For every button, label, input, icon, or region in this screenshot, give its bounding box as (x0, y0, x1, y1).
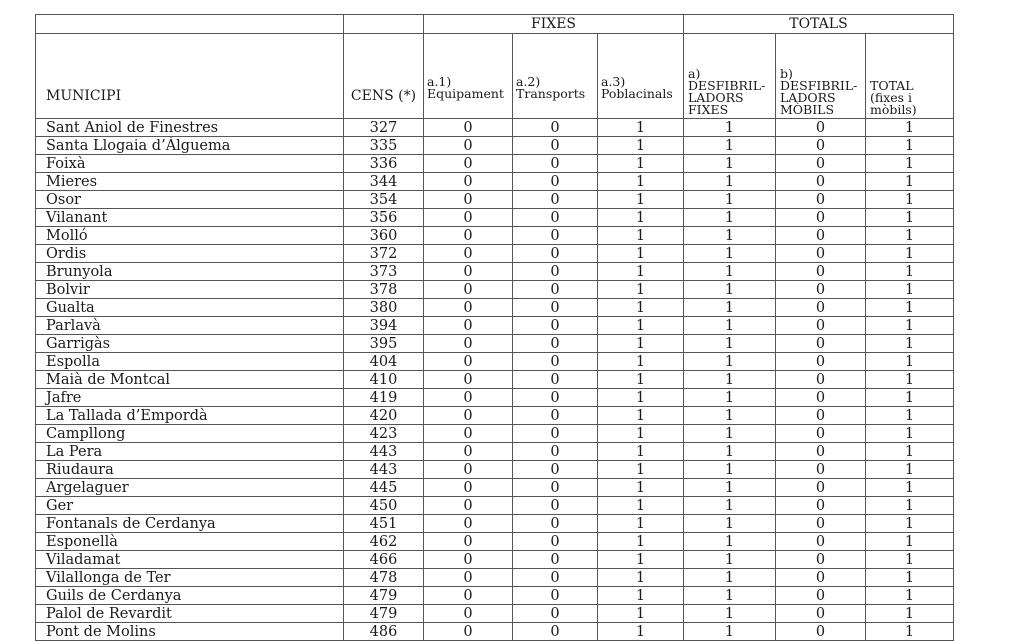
cens-cell: 443 (344, 461, 424, 479)
column-header-poblacinals (598, 34, 684, 119)
desfib-fixes-cell: 1 (684, 317, 776, 335)
total-cell: 1 (866, 299, 954, 317)
equipament-cell: 0 (424, 479, 513, 497)
municipi-cell: La Pera (36, 443, 344, 461)
desfib-fixes-cell: 1 (684, 479, 776, 497)
cens-cell: 380 (344, 299, 424, 317)
desfib-mobils-cell: 0 (776, 263, 866, 281)
poblacinals-cell: 1 (598, 389, 684, 407)
transports-cell: 0 (513, 551, 598, 569)
municipi-cell: Campllong (36, 425, 344, 443)
transports-cell: 0 (513, 281, 598, 299)
poblacinals-cell: 1 (598, 173, 684, 191)
total-cell: 1 (866, 389, 954, 407)
transports-cell: 0 (513, 497, 598, 515)
cens-cell: 410 (344, 371, 424, 389)
transports-cell: 0 (513, 479, 598, 497)
desfib-mobils-cell: 0 (776, 227, 866, 245)
total-cell: 1 (866, 173, 954, 191)
municipi-cell: Vilanant (36, 209, 344, 227)
total-cell: 1 (866, 461, 954, 479)
column-header-desfib-mobils-line3: MÒBILS (780, 102, 835, 117)
cens-cell: 479 (344, 605, 424, 623)
column-header-desfib-fixes-code: a) (688, 66, 701, 81)
poblacinals-cell: 1 (598, 155, 684, 173)
column-header-desfib-mobils-line2: LADORS (780, 90, 836, 105)
poblacinals-cell: 1 (598, 353, 684, 371)
table-row (36, 209, 954, 227)
desfib-mobils-cell: 0 (776, 317, 866, 335)
desfib-fixes-cell: 1 (684, 371, 776, 389)
desfib-mobils-cell: 0 (776, 137, 866, 155)
desfib-fixes-cell: 1 (684, 209, 776, 227)
table-row (36, 551, 954, 569)
municipi-cell: Molló (36, 227, 344, 245)
desfib-mobils-cell: 0 (776, 371, 866, 389)
desfib-fixes-cell: 1 (684, 173, 776, 191)
poblacinals-cell: 1 (598, 497, 684, 515)
municipi-cell: Foixà (36, 155, 344, 173)
equipament-cell: 0 (424, 353, 513, 371)
transports-cell: 0 (513, 227, 598, 245)
group-header-fixes: FIXES (424, 15, 684, 34)
cens-cell: 486 (344, 623, 424, 641)
column-header-desfib-mobils-code: b) (780, 66, 793, 81)
equipament-cell: 0 (424, 515, 513, 533)
poblacinals-cell: 1 (598, 515, 684, 533)
column-header-desfib-fixes-line2: LADORS (688, 90, 744, 105)
table-row (36, 263, 954, 281)
desfib-fixes-cell: 1 (684, 587, 776, 605)
table-row (36, 623, 954, 641)
desfib-fixes-cell: 1 (684, 443, 776, 461)
desfib-mobils-cell: 0 (776, 587, 866, 605)
transports-cell: 0 (513, 299, 598, 317)
column-header-desfib-fixes-line3: FIXES (688, 102, 729, 117)
municipi-cell: Fontanals de Cerdanya (36, 515, 344, 533)
transports-cell: 0 (513, 263, 598, 281)
total-cell: 1 (866, 605, 954, 623)
poblacinals-cell: 1 (598, 605, 684, 623)
municipi-cell: Argelaguer (36, 479, 344, 497)
equipament-cell: 0 (424, 461, 513, 479)
equipament-cell: 0 (424, 191, 513, 209)
transports-cell: 0 (513, 353, 598, 371)
poblacinals-cell: 1 (598, 371, 684, 389)
total-cell: 1 (866, 353, 954, 371)
total-cell: 1 (866, 551, 954, 569)
desfib-fixes-cell: 1 (684, 623, 776, 641)
equipament-cell: 0 (424, 317, 513, 335)
total-cell: 1 (866, 281, 954, 299)
municipi-cell: Guils de Cerdanya (36, 587, 344, 605)
table-row (36, 515, 954, 533)
desfib-mobils-cell: 0 (776, 605, 866, 623)
cens-cell: 344 (344, 173, 424, 191)
transports-cell: 0 (513, 155, 598, 173)
poblacinals-cell: 1 (598, 137, 684, 155)
desfib-mobils-cell: 0 (776, 191, 866, 209)
municipi-cell: Riudaura (36, 461, 344, 479)
cens-cell: 462 (344, 533, 424, 551)
cens-cell: 479 (344, 587, 424, 605)
total-cell: 1 (866, 479, 954, 497)
cens-cell: 478 (344, 569, 424, 587)
cens-cell: 372 (344, 245, 424, 263)
desfib-fixes-cell: 1 (684, 425, 776, 443)
municipi-cell: Pont de Molins (36, 623, 344, 641)
municipi-cell: Osor (36, 191, 344, 209)
desfib-mobils-cell: 0 (776, 209, 866, 227)
desfib-fixes-cell: 1 (684, 407, 776, 425)
transports-cell: 0 (513, 209, 598, 227)
table-row (36, 245, 954, 263)
equipament-cell: 0 (424, 281, 513, 299)
equipament-cell: 0 (424, 443, 513, 461)
desfib-fixes-cell: 1 (684, 227, 776, 245)
transports-cell: 0 (513, 317, 598, 335)
municipi-cell: Espolla (36, 353, 344, 371)
desfib-mobils-cell: 0 (776, 299, 866, 317)
table-row (36, 281, 954, 299)
cens-cell: 419 (344, 389, 424, 407)
poblacinals-cell: 1 (598, 533, 684, 551)
municipi-cell: Gualta (36, 299, 344, 317)
table-row (36, 533, 954, 551)
equipament-cell: 0 (424, 263, 513, 281)
table-body (36, 119, 954, 641)
desfib-fixes-cell: 1 (684, 515, 776, 533)
table-row (36, 155, 954, 173)
table-row (36, 371, 954, 389)
municipi-cell: Maià de Montcal (36, 371, 344, 389)
cens-cell: 356 (344, 209, 424, 227)
transports-cell: 0 (513, 461, 598, 479)
poblacinals-cell: 1 (598, 407, 684, 425)
poblacinals-cell: 1 (598, 443, 684, 461)
desfib-mobils-cell: 0 (776, 515, 866, 533)
desfib-fixes-cell: 1 (684, 533, 776, 551)
column-header-cens: CENS (*) (344, 34, 424, 119)
desfib-fixes-cell: 1 (684, 263, 776, 281)
poblacinals-cell: 1 (598, 569, 684, 587)
total-cell: 1 (866, 317, 954, 335)
total-cell: 1 (866, 209, 954, 227)
table-row (36, 443, 954, 461)
desfib-mobils-cell: 0 (776, 497, 866, 515)
desfib-mobils-cell: 0 (776, 479, 866, 497)
transports-cell: 0 (513, 173, 598, 191)
poblacinals-cell: 1 (598, 335, 684, 353)
poblacinals-cell: 1 (598, 245, 684, 263)
poblacinals-cell: 1 (598, 191, 684, 209)
table-row (36, 479, 954, 497)
table-row (36, 173, 954, 191)
equipament-cell: 0 (424, 389, 513, 407)
desfib-fixes-cell: 1 (684, 299, 776, 317)
column-header-total-line1: TOTAL (870, 78, 914, 93)
equipament-cell: 0 (424, 587, 513, 605)
group-header-blank-cens (344, 15, 424, 34)
desfib-fixes-cell: 1 (684, 569, 776, 587)
poblacinals-cell: 1 (598, 587, 684, 605)
cens-cell: 354 (344, 191, 424, 209)
poblacinals-cell: 1 (598, 281, 684, 299)
total-cell: 1 (866, 137, 954, 155)
desfib-mobils-cell: 0 (776, 533, 866, 551)
desfib-mobils-cell: 0 (776, 119, 866, 137)
poblacinals-cell: 1 (598, 551, 684, 569)
table-row (36, 605, 954, 623)
desfib-fixes-cell: 1 (684, 353, 776, 371)
municipi-cell: Santa Llogaia d’Àlguema (36, 137, 344, 155)
cens-cell: 336 (344, 155, 424, 173)
total-cell: 1 (866, 407, 954, 425)
table-row (36, 299, 954, 317)
desfib-mobils-cell: 0 (776, 443, 866, 461)
column-header-total (866, 34, 954, 119)
desfib-fixes-cell: 1 (684, 191, 776, 209)
column-header-row (36, 34, 954, 119)
group-header-totals: TOTALS (684, 15, 954, 34)
equipament-cell: 0 (424, 605, 513, 623)
table-row (36, 461, 954, 479)
table-row (36, 335, 954, 353)
table-row (36, 389, 954, 407)
municipal-defibrillator-table-page (35, 14, 954, 641)
transports-cell: 0 (513, 137, 598, 155)
total-cell: 1 (866, 119, 954, 137)
transports-cell: 0 (513, 443, 598, 461)
desfib-fixes-cell: 1 (684, 137, 776, 155)
transports-cell: 0 (513, 389, 598, 407)
cens-cell: 360 (344, 227, 424, 245)
table-row (36, 119, 954, 137)
municipi-cell: Ger (36, 497, 344, 515)
municipi-cell: Bolvir (36, 281, 344, 299)
total-cell: 1 (866, 227, 954, 245)
table-row (36, 317, 954, 335)
desfib-fixes-cell: 1 (684, 245, 776, 263)
equipament-cell: 0 (424, 407, 513, 425)
municipi-cell: Ordis (36, 245, 344, 263)
column-header-municipi: MUNICIPI (36, 34, 344, 119)
poblacinals-cell: 1 (598, 263, 684, 281)
desfib-fixes-cell: 1 (684, 497, 776, 515)
total-cell: 1 (866, 245, 954, 263)
desfib-fixes-cell: 1 (684, 281, 776, 299)
column-header-transports-code: a.2) (516, 74, 541, 89)
municipi-cell: Parlavà (36, 317, 344, 335)
poblacinals-cell: 1 (598, 479, 684, 497)
table-row (36, 191, 954, 209)
cens-cell: 451 (344, 515, 424, 533)
transports-cell: 0 (513, 191, 598, 209)
table-row (36, 353, 954, 371)
total-cell: 1 (866, 515, 954, 533)
desfib-mobils-cell: 0 (776, 335, 866, 353)
table-row (36, 227, 954, 245)
total-cell: 1 (866, 191, 954, 209)
cens-cell: 373 (344, 263, 424, 281)
equipament-cell: 0 (424, 533, 513, 551)
municipi-cell: Sant Aniol de Finestres (36, 119, 344, 137)
equipament-cell: 0 (424, 245, 513, 263)
defibrillator-table (35, 14, 954, 641)
table-row (36, 137, 954, 155)
total-cell: 1 (866, 335, 954, 353)
equipament-cell: 0 (424, 137, 513, 155)
poblacinals-cell: 1 (598, 299, 684, 317)
transports-cell: 0 (513, 623, 598, 641)
cens-cell: 466 (344, 551, 424, 569)
poblacinals-cell: 1 (598, 425, 684, 443)
cens-cell: 404 (344, 353, 424, 371)
poblacinals-cell: 1 (598, 461, 684, 479)
equipament-cell: 0 (424, 551, 513, 569)
desfib-fixes-cell: 1 (684, 389, 776, 407)
equipament-cell: 0 (424, 209, 513, 227)
total-cell: 1 (866, 155, 954, 173)
table-row (36, 587, 954, 605)
total-cell: 1 (866, 497, 954, 515)
desfib-mobils-cell: 0 (776, 407, 866, 425)
total-cell: 1 (866, 371, 954, 389)
transports-cell: 0 (513, 569, 598, 587)
transports-cell: 0 (513, 371, 598, 389)
desfib-mobils-cell: 0 (776, 353, 866, 371)
column-header-desfib-fixes-line1: DESFIBRIL- (688, 78, 766, 93)
column-header-desfib-mobils-line1: DESFIBRIL- (780, 78, 858, 93)
equipament-cell: 0 (424, 335, 513, 353)
transports-cell: 0 (513, 515, 598, 533)
equipament-cell: 0 (424, 173, 513, 191)
equipament-cell: 0 (424, 425, 513, 443)
total-cell: 1 (866, 533, 954, 551)
desfib-fixes-cell: 1 (684, 551, 776, 569)
municipi-cell: Vilallonga de Ter (36, 569, 344, 587)
poblacinals-cell: 1 (598, 209, 684, 227)
municipi-cell: Jafre (36, 389, 344, 407)
equipament-cell: 0 (424, 623, 513, 641)
desfib-mobils-cell: 0 (776, 281, 866, 299)
cens-cell: 327 (344, 119, 424, 137)
column-header-transports-label: Transports (516, 86, 586, 101)
municipi-cell: Brunyola (36, 263, 344, 281)
group-header-blank-municipi (36, 15, 344, 34)
total-cell: 1 (866, 443, 954, 461)
municipi-cell: Garrigàs (36, 335, 344, 353)
equipament-cell: 0 (424, 119, 513, 137)
cens-cell: 335 (344, 137, 424, 155)
desfib-mobils-cell: 0 (776, 173, 866, 191)
column-header-equipament-label: Equipament (427, 86, 504, 101)
total-cell: 1 (866, 623, 954, 641)
desfib-mobils-cell: 0 (776, 569, 866, 587)
municipi-cell: Palol de Revardit (36, 605, 344, 623)
equipament-cell: 0 (424, 569, 513, 587)
total-cell: 1 (866, 425, 954, 443)
transports-cell: 0 (513, 533, 598, 551)
desfib-fixes-cell: 1 (684, 155, 776, 173)
cens-cell: 395 (344, 335, 424, 353)
table-row (36, 497, 954, 515)
desfib-mobils-cell: 0 (776, 551, 866, 569)
equipament-cell: 0 (424, 299, 513, 317)
column-header-poblacinals-label: Poblacinals (601, 86, 673, 101)
transports-cell: 0 (513, 605, 598, 623)
desfib-fixes-cell: 1 (684, 461, 776, 479)
desfib-mobils-cell: 0 (776, 389, 866, 407)
desfib-mobils-cell: 0 (776, 155, 866, 173)
transports-cell: 0 (513, 245, 598, 263)
municipi-cell: Viladamat (36, 551, 344, 569)
total-cell: 1 (866, 569, 954, 587)
desfib-fixes-cell: 1 (684, 119, 776, 137)
desfib-fixes-cell: 1 (684, 605, 776, 623)
cens-cell: 443 (344, 443, 424, 461)
total-cell: 1 (866, 263, 954, 281)
column-header-total-line3: mòbils) (870, 102, 917, 117)
equipament-cell: 0 (424, 155, 513, 173)
municipi-cell: Esponellà (36, 533, 344, 551)
cens-cell: 450 (344, 497, 424, 515)
desfib-mobils-cell: 0 (776, 461, 866, 479)
column-header-poblacinals-code: a.3) (601, 74, 626, 89)
total-cell: 1 (866, 587, 954, 605)
equipament-cell: 0 (424, 227, 513, 245)
column-header-desfib-fixes (684, 34, 776, 119)
cens-cell: 423 (344, 425, 424, 443)
cens-cell: 378 (344, 281, 424, 299)
column-header-equipament-code: a.1) (427, 74, 452, 89)
desfib-mobils-cell: 0 (776, 425, 866, 443)
column-header-desfib-mobils (776, 34, 866, 119)
poblacinals-cell: 1 (598, 227, 684, 245)
group-header-row (36, 15, 954, 34)
desfib-fixes-cell: 1 (684, 335, 776, 353)
equipament-cell: 0 (424, 371, 513, 389)
transports-cell: 0 (513, 407, 598, 425)
poblacinals-cell: 1 (598, 317, 684, 335)
cens-cell: 445 (344, 479, 424, 497)
poblacinals-cell: 1 (598, 119, 684, 137)
table-row (36, 569, 954, 587)
column-header-transports (513, 34, 598, 119)
transports-cell: 0 (513, 119, 598, 137)
desfib-mobils-cell: 0 (776, 623, 866, 641)
column-header-total-line2: (fixes i (870, 90, 913, 105)
table-row (36, 407, 954, 425)
table-row (36, 425, 954, 443)
poblacinals-cell: 1 (598, 623, 684, 641)
column-header-equipament (424, 34, 513, 119)
municipi-cell: Mieres (36, 173, 344, 191)
transports-cell: 0 (513, 335, 598, 353)
cens-cell: 420 (344, 407, 424, 425)
cens-cell: 394 (344, 317, 424, 335)
municipi-cell: La Tallada d’Empordà (36, 407, 344, 425)
equipament-cell: 0 (424, 497, 513, 515)
transports-cell: 0 (513, 425, 598, 443)
transports-cell: 0 (513, 587, 598, 605)
desfib-mobils-cell: 0 (776, 245, 866, 263)
